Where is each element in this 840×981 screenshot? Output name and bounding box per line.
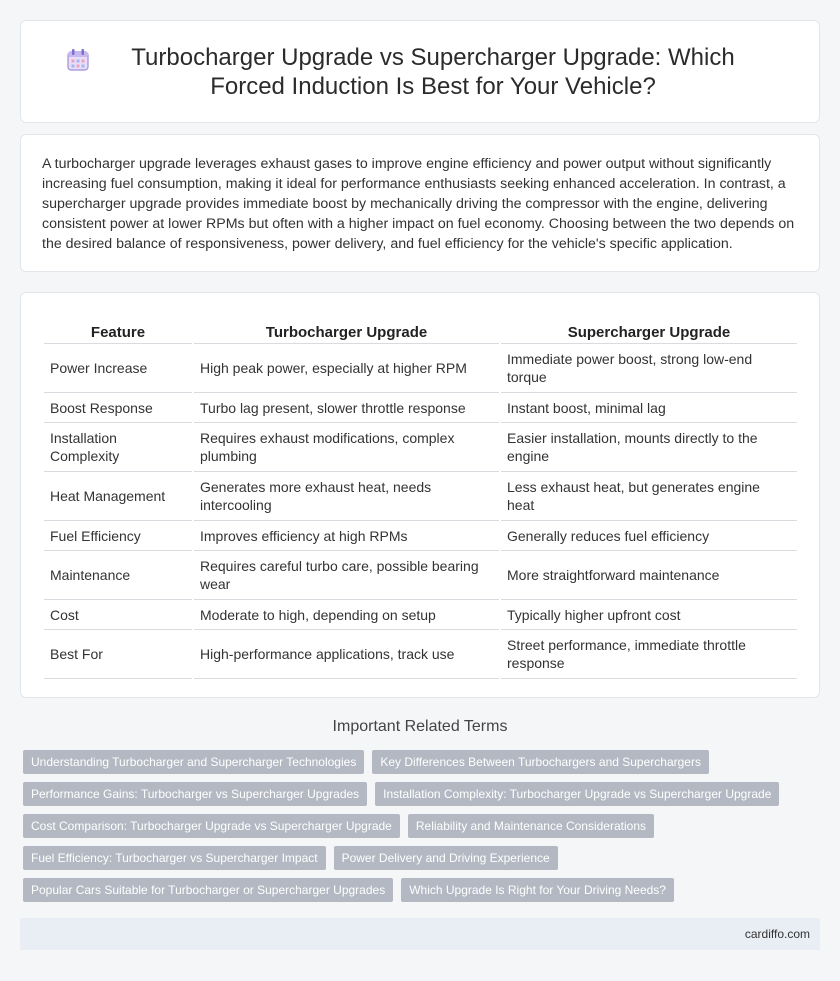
comparison-table-card (20, 292, 820, 698)
table-header-row (44, 313, 797, 344)
turbo-cell: Generates more exhaust heat, needs intercooling (194, 472, 499, 521)
related-term-tag[interactable]: Understanding Turbocharger and Supercharger Technologies (23, 750, 364, 774)
page-title: Turbocharger Upgrade vs Supercharger Upgrade: Which Forced Induction Is Best for Your Vehicle? (131, 43, 735, 100)
feature-cell: Installation Complexity (44, 423, 192, 472)
related-term-tag[interactable]: Popular Cars Suitable for Turbocharger or Supercharger Upgrades (23, 878, 393, 902)
related-terms-title: Important Related Terms (332, 718, 508, 735)
related-term-tag[interactable]: Fuel Efficiency: Turbocharger vs Supercharger Impact (23, 846, 326, 870)
table-row (44, 551, 797, 600)
related-term-tag[interactable]: Performance Gains: Turbocharger vs Supercharger Upgrades (23, 782, 367, 806)
super-cell: Immediate power boost, strong low-end torque (501, 344, 797, 393)
footer (20, 918, 820, 950)
related-term-tag[interactable]: Key Differences Between Turbochargers and Superchargers (372, 750, 709, 774)
turbo-cell: Turbo lag present, slower throttle response (194, 393, 499, 423)
super-cell: Typically higher upfront cost (501, 600, 797, 630)
related-term-tag[interactable]: Cost Comparison: Turbocharger Upgrade vs Supercharger Upgrade (23, 814, 400, 838)
feature-cell: Maintenance (44, 551, 192, 600)
table-row (44, 344, 797, 393)
related-term-tag[interactable]: Which Upgrade Is Right for Your Driving Needs? (401, 878, 674, 902)
related-term-tag[interactable]: Installation Complexity: Turbocharger Upgrade vs Supercharger Upgrade (375, 782, 779, 806)
comparison-table (42, 313, 799, 679)
super-cell: Instant boost, minimal lag (501, 393, 797, 423)
intro-card (20, 134, 820, 272)
table-row (44, 393, 797, 423)
feature-cell: Best For (44, 630, 192, 679)
table-row (44, 472, 797, 521)
turbo-cell: Improves efficiency at high RPMs (194, 521, 499, 551)
feature-cell: Fuel Efficiency (44, 521, 192, 551)
table-row (44, 521, 797, 551)
feature-cell: Boost Response (44, 393, 192, 423)
table-row (44, 630, 797, 679)
feature-cell: Cost (44, 600, 192, 630)
feature-cell: Heat Management (44, 472, 192, 521)
feature-cell: Power Increase (44, 344, 192, 393)
super-cell: Generally reduces fuel efficiency (501, 521, 797, 551)
related-term-tag[interactable]: Power Delivery and Driving Experience (334, 846, 558, 870)
header-feature: Feature (44, 313, 192, 344)
header-card (20, 20, 820, 123)
turbo-cell: Moderate to high, depending on setup (194, 600, 499, 630)
footer-site-link[interactable]: cardiffo.com (744, 927, 810, 941)
super-cell: Easier installation, mounts directly to the engine (501, 423, 797, 472)
turbo-cell: High-performance applications, track use (194, 630, 499, 679)
turbo-cell: Requires careful turbo care, possible bearing wear (194, 551, 499, 600)
super-cell: More straightforward maintenance (501, 551, 797, 600)
turbo-cell: Requires exhaust modifications, complex plumbing (194, 423, 499, 472)
turbo-cell: High peak power, especially at higher RPM (194, 344, 499, 393)
related-terms-list (23, 750, 803, 910)
table-row (44, 600, 797, 630)
super-cell: Street performance, immediate throttle response (501, 630, 797, 679)
intro-paragraph: A turbocharger upgrade leverages exhaust gases to improve engine efficiency and power output without significantly increasing fuel consumption, making it ideal for performance enthusiasts seeking enhanced acceleration. In contrast, a supercharger upgrade provides immediate boost by mechanically driving the compressor with the engine, delivering consistent power at lower RPMs but often with a higher impact on fuel economy. Choosing between the two depends on the desired balance of responsiveness, power delivery, and fuel efficiency for the vehicle's specific application. (42, 156, 795, 252)
header-supercharger: Supercharger Upgrade (501, 313, 797, 344)
super-cell: Less exhaust heat, but generates engine heat (501, 472, 797, 521)
header-turbocharger: Turbocharger Upgrade (194, 313, 499, 344)
table-row (44, 423, 797, 472)
related-term-tag[interactable]: Reliability and Maintenance Considerations (408, 814, 654, 838)
